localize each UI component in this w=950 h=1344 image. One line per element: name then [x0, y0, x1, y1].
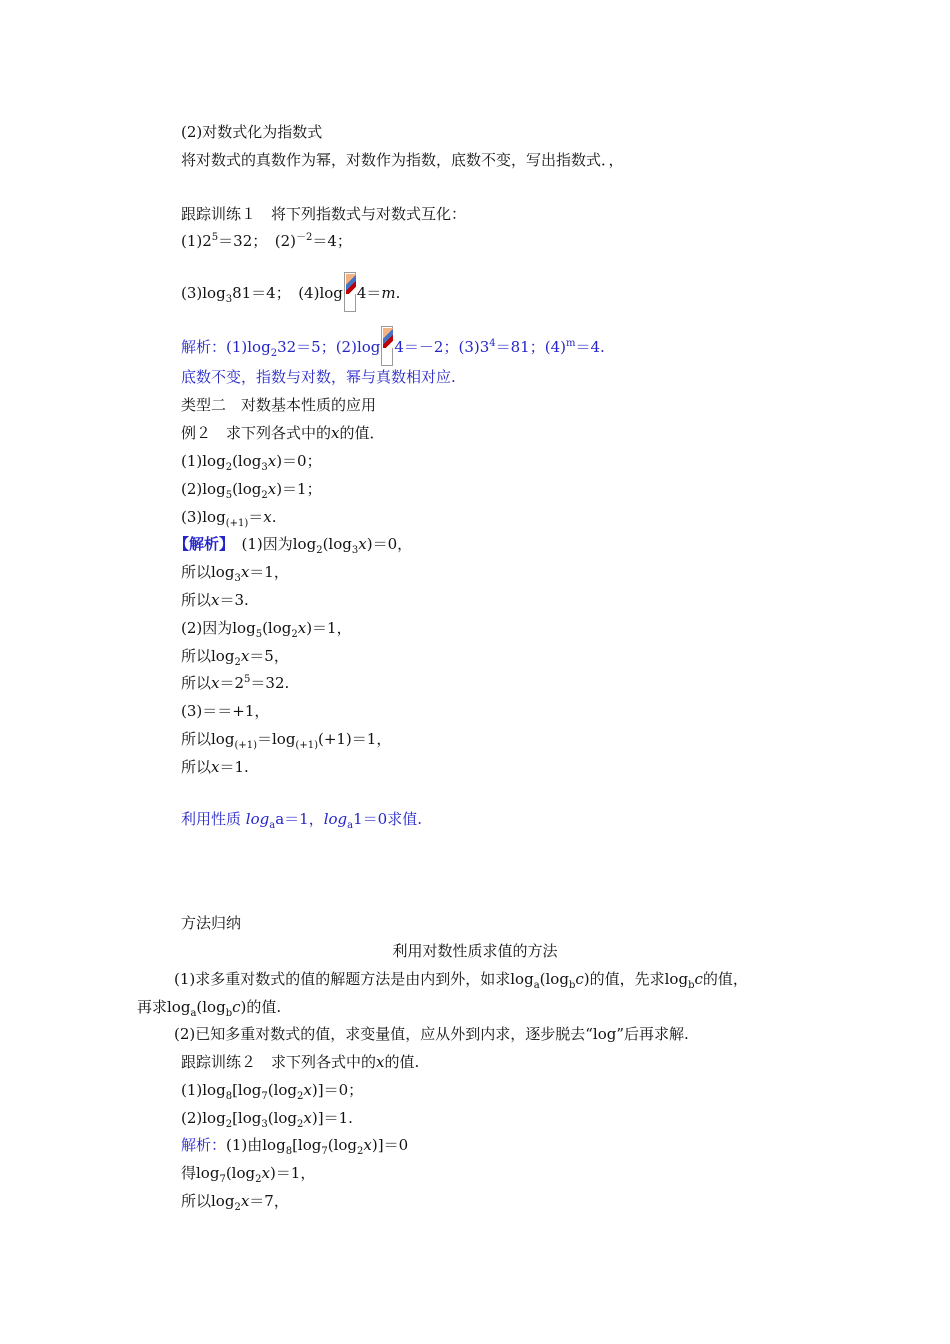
solution-label: 解析： [181, 1136, 227, 1154]
solution-step: 所以$\log_2x=5$， [181, 647, 289, 668]
solution-step: 所以$x=2^5=32$. [181, 674, 290, 692]
method-paragraph-1-cont: 再求$\log_a(\log_bc)$的值. [137, 998, 282, 1019]
solution-step: 所以$\log_3x=1$， [181, 563, 289, 584]
broken-image-icon [381, 326, 393, 366]
method-summary-title: 利用对数性质求值的方法 [392, 942, 558, 960]
example-2-item-3: $(3)\log_{(+1)}=x$. [181, 508, 277, 529]
method-paragraph-2: (2)已知多重对数式的值，求变量值，应从外到内求，逐步脱去“log”后再求解. [174, 1025, 689, 1043]
example-2-item-2: $(2)\log_5(\log_2x)=1$； [181, 480, 322, 501]
method-paragraph-1: (1)求多重对数式的值的解题方法是由内到外，如求$\log_a(\log_bc)$的值，先求$\log_bc$的值， [174, 970, 748, 991]
solution-step: (2)因为$\log_5(\log_2x)=1$， [181, 619, 352, 640]
exercise-1-items-1-2: $(1)2^5=32$； $(2)^{-2}=4$； [181, 232, 352, 250]
example-2-item-1: $(1)\log_2(\log_3x)=0$； [181, 452, 322, 473]
exercise-2-solution-start: 解析：(1)由$\log_8[\log_7(\log_2x)]=0$ [181, 1136, 409, 1157]
solution-step: 所以x＝3. [181, 591, 249, 609]
exercise-2-title: 跟踪训练２ 求下列各式中的x的值. [181, 1053, 420, 1071]
solution-step: 所以x＝1. [181, 758, 249, 776]
section-type-2-heading: 类型二 对数基本性质的应用 [181, 396, 377, 414]
exercise-1-solution: 解析：$(1)\log_232=5$；(2)log 4＝－2；$(3)3^4=81$；$(4)^m=4$. [181, 326, 605, 366]
example-2-title: 例２ 求下列各式中的x的值． [181, 424, 385, 442]
solution-step: 所以$\log_2x=7$， [181, 1192, 289, 1213]
exercise-2-item-1: $(1)\log_8[\log_7(\log_2x)]=0$； [181, 1081, 364, 1102]
property-note: 利用性质 $\log_aa=1$，$\log_a1=0$求值. [181, 810, 422, 831]
paragraph-log-to-exp-rule: 将对数式的真数作为幂，对数作为指数，底数不变，写出指数式．， [181, 151, 624, 169]
solution-step: (3)＝＝+1， [181, 702, 270, 720]
exercise-1-title: 跟踪训练１ 将下列指数式与对数式互化： [181, 205, 467, 223]
subheading-log-to-exp: (2)对数式化为指数式 [181, 123, 323, 141]
solution-step: 得$\log_7(\log_2x)=1$， [181, 1164, 316, 1185]
solution-label: 【解析】 [174, 535, 227, 553]
exercise-1-note: 底数不变，指数与对数，幂与真数相对应. [181, 368, 456, 386]
exercise-1-items-3-4: $(3)\log_381=4$； (4)log 4＝m. [181, 272, 400, 312]
method-summary-heading: 方法归纳 [181, 914, 242, 932]
solution-step: 所以$\log_{(+1)}=\log_{(+1)}(+1)=1$， [181, 730, 392, 751]
exercise-2-item-2: $(2)\log_2[\log_3(\log_2x)]=1$. [181, 1109, 353, 1130]
broken-image-icon [344, 272, 356, 312]
example-2-solution-start: 【解析】 (1)因为$\log_2(\log_3x)=0$， [174, 535, 413, 556]
